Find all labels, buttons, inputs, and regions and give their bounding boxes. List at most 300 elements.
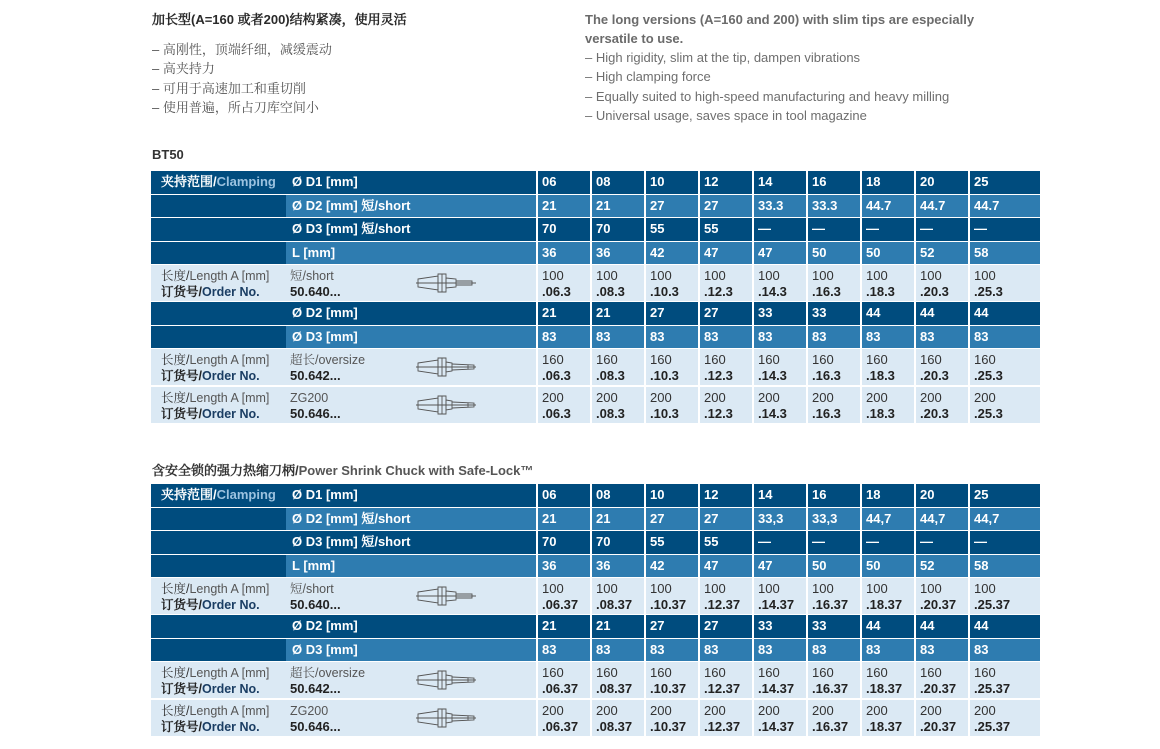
intro-en-title-line2: versatile to use. — [585, 31, 684, 46]
column-separator — [752, 302, 754, 325]
spec-value: 83 — [758, 328, 773, 344]
column-separator — [914, 349, 916, 385]
length-label — [161, 703, 269, 719]
section-title-cn: 含安全锁的强力热缩刀柄/ — [152, 463, 299, 478]
column-separator — [806, 639, 808, 662]
row-values-bg — [538, 302, 1040, 325]
spec-value: 44.7 — [866, 197, 892, 213]
row-values-bg — [538, 171, 1040, 194]
order-no-suffix: .10.3 — [650, 406, 679, 421]
length-label-en: Length A [mm] — [189, 391, 270, 405]
order-no-label-cn: 订货号/ — [161, 369, 202, 383]
spec-value: 10 — [650, 487, 665, 502]
column-separator — [806, 302, 808, 325]
column-separator — [698, 265, 700, 301]
spec-value: 83 — [974, 641, 989, 657]
column-separator — [914, 578, 916, 614]
spec-value: 14 — [758, 174, 773, 189]
row-values-bg — [538, 508, 1040, 531]
length-value: 160 — [974, 352, 996, 367]
column-separator — [644, 265, 646, 301]
row-values-bg — [538, 555, 1040, 578]
order-no-suffix: .16.3 — [812, 284, 841, 299]
column-separator — [590, 615, 592, 638]
column-separator — [752, 639, 754, 662]
order-no-label — [161, 284, 260, 300]
column-separator — [644, 195, 646, 218]
order-no-suffix: .06.37 — [542, 719, 579, 734]
column-separator — [914, 639, 916, 662]
length-value: 160 — [542, 352, 564, 367]
row-values-bg — [538, 326, 1040, 349]
spec-row-label: Ø D2 [mm] 短/short — [292, 510, 411, 526]
length-value: 200 — [974, 390, 996, 405]
clamping-label — [161, 484, 276, 507]
length-value: 160 — [866, 352, 888, 367]
spec-value: 16 — [812, 174, 827, 189]
column-separator — [914, 662, 916, 698]
tool-holder-long-icon — [416, 355, 476, 379]
column-separator — [752, 700, 754, 736]
order-no-label-en: Order No. — [201, 285, 260, 299]
intro-en-list — [585, 48, 1015, 125]
spec-value: 83 — [866, 641, 881, 657]
length-value: 100 — [920, 581, 942, 596]
spec-value: 44 — [920, 618, 935, 633]
order-no-suffix: .16.37 — [812, 719, 849, 734]
spec-value: 83 — [920, 328, 935, 344]
column-separator — [806, 242, 808, 265]
length-value: 200 — [920, 390, 942, 405]
spec-value: — — [812, 221, 825, 236]
order-no-suffix: .06.37 — [542, 681, 579, 696]
column-separator — [968, 242, 970, 265]
spec-table-bt50 — [151, 171, 1040, 423]
spec-value: 33,3 — [758, 510, 784, 526]
column-separator — [806, 700, 808, 736]
column-separator — [860, 555, 862, 578]
spec-value: 14 — [758, 487, 773, 502]
intro-cn-item: – 高夹持力 — [152, 61, 215, 77]
intro-cn-list — [152, 40, 552, 117]
length-label-cn: 长度/ — [161, 704, 190, 718]
order-no-suffix: .16.3 — [812, 406, 841, 421]
spec-value: — — [920, 221, 933, 236]
spec-value: 08 — [596, 174, 611, 189]
length-value: 100 — [812, 581, 834, 596]
column-separator — [698, 302, 700, 325]
order-no-prefix: 50.646... — [290, 719, 341, 734]
length-value: 200 — [812, 390, 834, 405]
spec-value: 27 — [650, 305, 665, 320]
intro-en-item: – Equally suited to high-speed manufacturing and heavy milling — [585, 88, 950, 104]
column-separator — [806, 508, 808, 531]
order-no-suffix: .14.37 — [758, 681, 795, 696]
order-no-suffix: .08.37 — [596, 681, 633, 696]
spec-value: 33 — [812, 618, 827, 633]
column-separator — [860, 302, 862, 325]
column-separator — [644, 242, 646, 265]
spec-value: 83 — [542, 328, 557, 344]
column-separator — [752, 662, 754, 698]
column-separator — [968, 326, 970, 349]
spec-value: 44 — [866, 618, 881, 633]
order-no-prefix: 50.640... — [290, 284, 341, 299]
spec-value: 55 — [704, 534, 719, 549]
spec-value: 52 — [920, 244, 935, 260]
row-label-bg — [151, 242, 536, 265]
column-separator — [590, 662, 592, 698]
order-no-suffix: .06.3 — [542, 406, 571, 421]
column-separator — [968, 508, 970, 531]
length-value: 100 — [974, 581, 996, 596]
column-separator — [968, 662, 970, 698]
spec-value: 47 — [758, 244, 773, 260]
spec-value: 44 — [974, 618, 989, 633]
order-no-suffix: .20.3 — [920, 284, 949, 299]
column-separator — [860, 700, 862, 736]
order-no-suffix: .18.3 — [866, 368, 895, 383]
column-separator — [806, 218, 808, 241]
spec-value: 21 — [596, 305, 611, 320]
column-separator — [590, 326, 592, 349]
column-separator — [698, 555, 700, 578]
spec-value: 83 — [866, 328, 881, 344]
variant-label: ZG200 — [290, 704, 329, 718]
order-no-suffix: .16.3 — [812, 368, 841, 383]
order-no-suffix: .25.37 — [974, 597, 1011, 612]
column-separator — [590, 195, 592, 218]
column-separator — [860, 265, 862, 301]
spec-value: 83 — [704, 328, 719, 344]
column-separator — [914, 326, 916, 349]
column-separator — [590, 387, 592, 423]
order-no-suffix: .10.37 — [650, 681, 687, 696]
column-separator — [698, 349, 700, 385]
column-separator — [968, 700, 970, 736]
spec-value: 58 — [974, 557, 989, 573]
order-no-suffix: .08.3 — [596, 284, 625, 299]
order-no-suffix: .08.37 — [596, 597, 633, 612]
spec-value: 27 — [704, 618, 719, 633]
column-separator — [590, 242, 592, 265]
column-separator — [698, 531, 700, 554]
column-separator — [698, 578, 700, 614]
spec-value: 42 — [650, 557, 665, 573]
length-label-en: Length A [mm] — [189, 353, 270, 367]
column-separator — [968, 387, 970, 423]
length-value: 100 — [596, 581, 618, 596]
spec-value: 21 — [542, 618, 557, 633]
column-separator — [860, 615, 862, 638]
column-separator — [698, 218, 700, 241]
length-value: 160 — [650, 352, 672, 367]
column-separator — [590, 531, 592, 554]
spec-row-label: L [mm] — [292, 244, 336, 260]
spec-row-label: Ø D2 [mm] 短/short — [292, 197, 411, 213]
column-separator — [644, 171, 646, 194]
length-value: 100 — [920, 268, 942, 283]
spec-value: 47 — [758, 557, 773, 573]
order-no-label-en: Order No. — [201, 720, 260, 734]
column-separator — [806, 662, 808, 698]
column-separator — [590, 265, 592, 301]
spec-value: 27 — [704, 197, 719, 213]
spec-table-safe-lock — [151, 484, 1040, 736]
order-no-suffix: .10.37 — [650, 597, 687, 612]
spec-row-label: L [mm] — [292, 557, 336, 573]
order-no-suffix: .20.37 — [920, 597, 957, 612]
spec-value: 83 — [542, 641, 557, 657]
column-separator — [590, 484, 592, 507]
length-label-cn: 长度/ — [161, 269, 190, 283]
order-no-prefix: 50.640... — [290, 597, 341, 612]
column-separator — [644, 700, 646, 736]
column-separator — [914, 195, 916, 218]
spec-value: — — [866, 221, 879, 236]
length-value: 200 — [758, 703, 780, 718]
length-value: 160 — [650, 665, 672, 680]
length-value: 200 — [596, 390, 618, 405]
column-separator — [644, 387, 646, 423]
spec-row-label: Ø D3 [mm] 短/short — [292, 221, 411, 236]
column-separator — [590, 218, 592, 241]
clamping-label-cn: 夹持范围/ — [161, 487, 217, 502]
spec-value: 44,7 — [920, 510, 946, 526]
clamping-label-en: Clamping — [216, 174, 276, 189]
row-values-bg — [538, 195, 1040, 218]
order-no-suffix: .18.37 — [866, 719, 903, 734]
order-row — [151, 700, 1040, 736]
column-separator — [968, 265, 970, 301]
section-title-text: BT50 — [152, 147, 184, 162]
spec-row — [151, 615, 1040, 638]
spec-value: 83 — [812, 641, 827, 657]
spec-value: 47 — [704, 557, 719, 573]
spec-value: 42 — [650, 244, 665, 260]
order-no-suffix: .18.37 — [866, 597, 903, 612]
column-separator — [644, 302, 646, 325]
column-separator — [590, 508, 592, 531]
length-value: 160 — [596, 352, 618, 367]
row-values-bg — [538, 639, 1040, 662]
length-label-cn: 长度/ — [161, 666, 190, 680]
spec-value: 50 — [866, 557, 881, 573]
spec-value: 83 — [596, 641, 611, 657]
variant-label: ZG200 — [290, 391, 329, 405]
column-separator — [698, 242, 700, 265]
column-separator — [698, 484, 700, 507]
order-no-suffix: .08.3 — [596, 406, 625, 421]
spec-value: 27 — [650, 197, 665, 213]
spec-value: 44 — [920, 305, 935, 320]
length-value: 200 — [704, 703, 726, 718]
order-no-suffix: .14.37 — [758, 719, 795, 734]
order-no-suffix: .18.37 — [866, 681, 903, 696]
column-separator — [644, 662, 646, 698]
length-value: 160 — [758, 352, 780, 367]
column-separator — [860, 171, 862, 194]
spec-row-label: Ø D2 [mm] — [292, 618, 358, 633]
column-separator — [806, 484, 808, 507]
length-label — [161, 665, 269, 681]
column-separator — [968, 615, 970, 638]
spec-value: 44 — [866, 305, 881, 320]
intro-cn-title: 加长型(A=160 或者200)结构紧凑，使用灵活 — [152, 12, 407, 27]
column-separator — [698, 195, 700, 218]
spec-value: 25 — [974, 174, 989, 189]
length-value: 160 — [920, 352, 942, 367]
spec-value: 44.7 — [920, 197, 946, 213]
order-no-suffix: .20.3 — [920, 406, 949, 421]
order-no-label — [161, 406, 260, 422]
spec-value: — — [974, 221, 987, 236]
column-separator — [698, 662, 700, 698]
spec-row — [151, 326, 1040, 349]
length-label-en: Length A [mm] — [189, 666, 270, 680]
spec-value: 83 — [650, 641, 665, 657]
length-value: 200 — [542, 703, 564, 718]
column-separator — [752, 265, 754, 301]
spec-value: 70 — [542, 221, 557, 236]
spec-value: 33,3 — [812, 510, 838, 526]
order-no-suffix: .10.3 — [650, 368, 679, 383]
variant-label: 超长/oversize — [290, 666, 366, 680]
order-no-label-en: Order No. — [201, 407, 260, 421]
spec-value: 06 — [542, 174, 557, 189]
variant-label: 超长/oversize — [290, 353, 366, 367]
length-label — [161, 268, 269, 284]
spec-value: 50 — [812, 244, 827, 260]
column-separator — [968, 484, 970, 507]
order-no-suffix: .20.37 — [920, 719, 957, 734]
spec-row — [151, 484, 1040, 507]
order-no-suffix: .25.3 — [974, 368, 1003, 383]
order-no-suffix: .12.37 — [704, 681, 741, 696]
length-value: 100 — [758, 581, 780, 596]
column-separator — [860, 484, 862, 507]
order-no-label-en: Order No. — [201, 682, 260, 696]
length-value: 100 — [812, 268, 834, 283]
column-separator — [590, 302, 592, 325]
column-separator — [968, 349, 970, 385]
spec-value: 27 — [704, 510, 719, 526]
column-separator — [914, 302, 916, 325]
length-value: 100 — [650, 268, 672, 283]
column-separator — [860, 578, 862, 614]
order-no-suffix: .06.37 — [542, 597, 579, 612]
row-values-bg — [538, 218, 1040, 241]
column-separator — [752, 326, 754, 349]
length-value: 200 — [758, 390, 780, 405]
column-separator — [752, 218, 754, 241]
column-separator — [752, 508, 754, 531]
column-separator — [590, 171, 592, 194]
column-separator — [752, 242, 754, 265]
length-value: 160 — [704, 352, 726, 367]
length-value: 160 — [866, 665, 888, 680]
spec-value: 33 — [758, 305, 773, 320]
spec-value: 21 — [596, 510, 611, 526]
spec-value: 27 — [650, 510, 665, 526]
column-separator — [752, 387, 754, 423]
column-separator — [914, 615, 916, 638]
spec-row — [151, 171, 1040, 194]
spec-value: 08 — [596, 487, 611, 502]
spec-value: 36 — [542, 557, 557, 573]
order-row — [151, 578, 1040, 614]
spec-value: 70 — [542, 534, 557, 549]
length-value: 100 — [866, 268, 888, 283]
length-label — [161, 352, 269, 368]
row-values-bg — [538, 484, 1040, 507]
tool-holder-long-icon — [416, 393, 476, 417]
column-separator — [644, 555, 646, 578]
spec-value: 21 — [596, 618, 611, 633]
length-value: 200 — [596, 703, 618, 718]
column-separator — [860, 508, 862, 531]
spec-value: 10 — [650, 174, 665, 189]
column-separator — [698, 639, 700, 662]
order-no-suffix: .08.3 — [596, 368, 625, 383]
length-label-en: Length A [mm] — [189, 269, 270, 283]
spec-value: 83 — [758, 641, 773, 657]
column-separator — [644, 615, 646, 638]
column-separator — [752, 349, 754, 385]
order-no-suffix: .06.3 — [542, 284, 571, 299]
order-no-label — [161, 597, 260, 613]
spec-value: 27 — [704, 305, 719, 320]
order-no-suffix: .16.37 — [812, 681, 849, 696]
column-separator — [644, 639, 646, 662]
clamping-label-cn: 夹持范围/ — [161, 174, 217, 189]
spec-value: — — [758, 221, 771, 236]
column-separator — [644, 484, 646, 507]
spec-row — [151, 302, 1040, 325]
spec-value: 36 — [596, 244, 611, 260]
column-separator — [698, 700, 700, 736]
column-separator — [590, 578, 592, 614]
order-row — [151, 387, 1040, 423]
row-values-bg — [538, 242, 1040, 265]
order-no-suffix: .20.37 — [920, 681, 957, 696]
order-no-suffix: .10.37 — [650, 719, 687, 734]
column-separator — [914, 484, 916, 507]
column-separator — [914, 171, 916, 194]
column-separator — [860, 195, 862, 218]
column-separator — [860, 531, 862, 554]
order-no-suffix: .18.3 — [866, 284, 895, 299]
order-no-suffix: .08.37 — [596, 719, 633, 734]
order-no-suffix: .16.37 — [812, 597, 849, 612]
spec-value: 36 — [542, 244, 557, 260]
column-separator — [806, 387, 808, 423]
spec-row-label: Ø D1 [mm] — [292, 487, 358, 502]
column-separator — [860, 242, 862, 265]
column-separator — [698, 615, 700, 638]
column-separator — [806, 615, 808, 638]
length-value: 100 — [650, 581, 672, 596]
column-separator — [806, 195, 808, 218]
length-value: 160 — [704, 665, 726, 680]
order-row — [151, 662, 1040, 698]
length-value: 100 — [542, 581, 564, 596]
spec-row-label: Ø D2 [mm] — [292, 305, 358, 320]
tool-holder-long-icon — [416, 668, 476, 692]
spec-value: 50 — [866, 244, 881, 260]
column-separator — [968, 302, 970, 325]
row-values-bg — [538, 615, 1040, 638]
